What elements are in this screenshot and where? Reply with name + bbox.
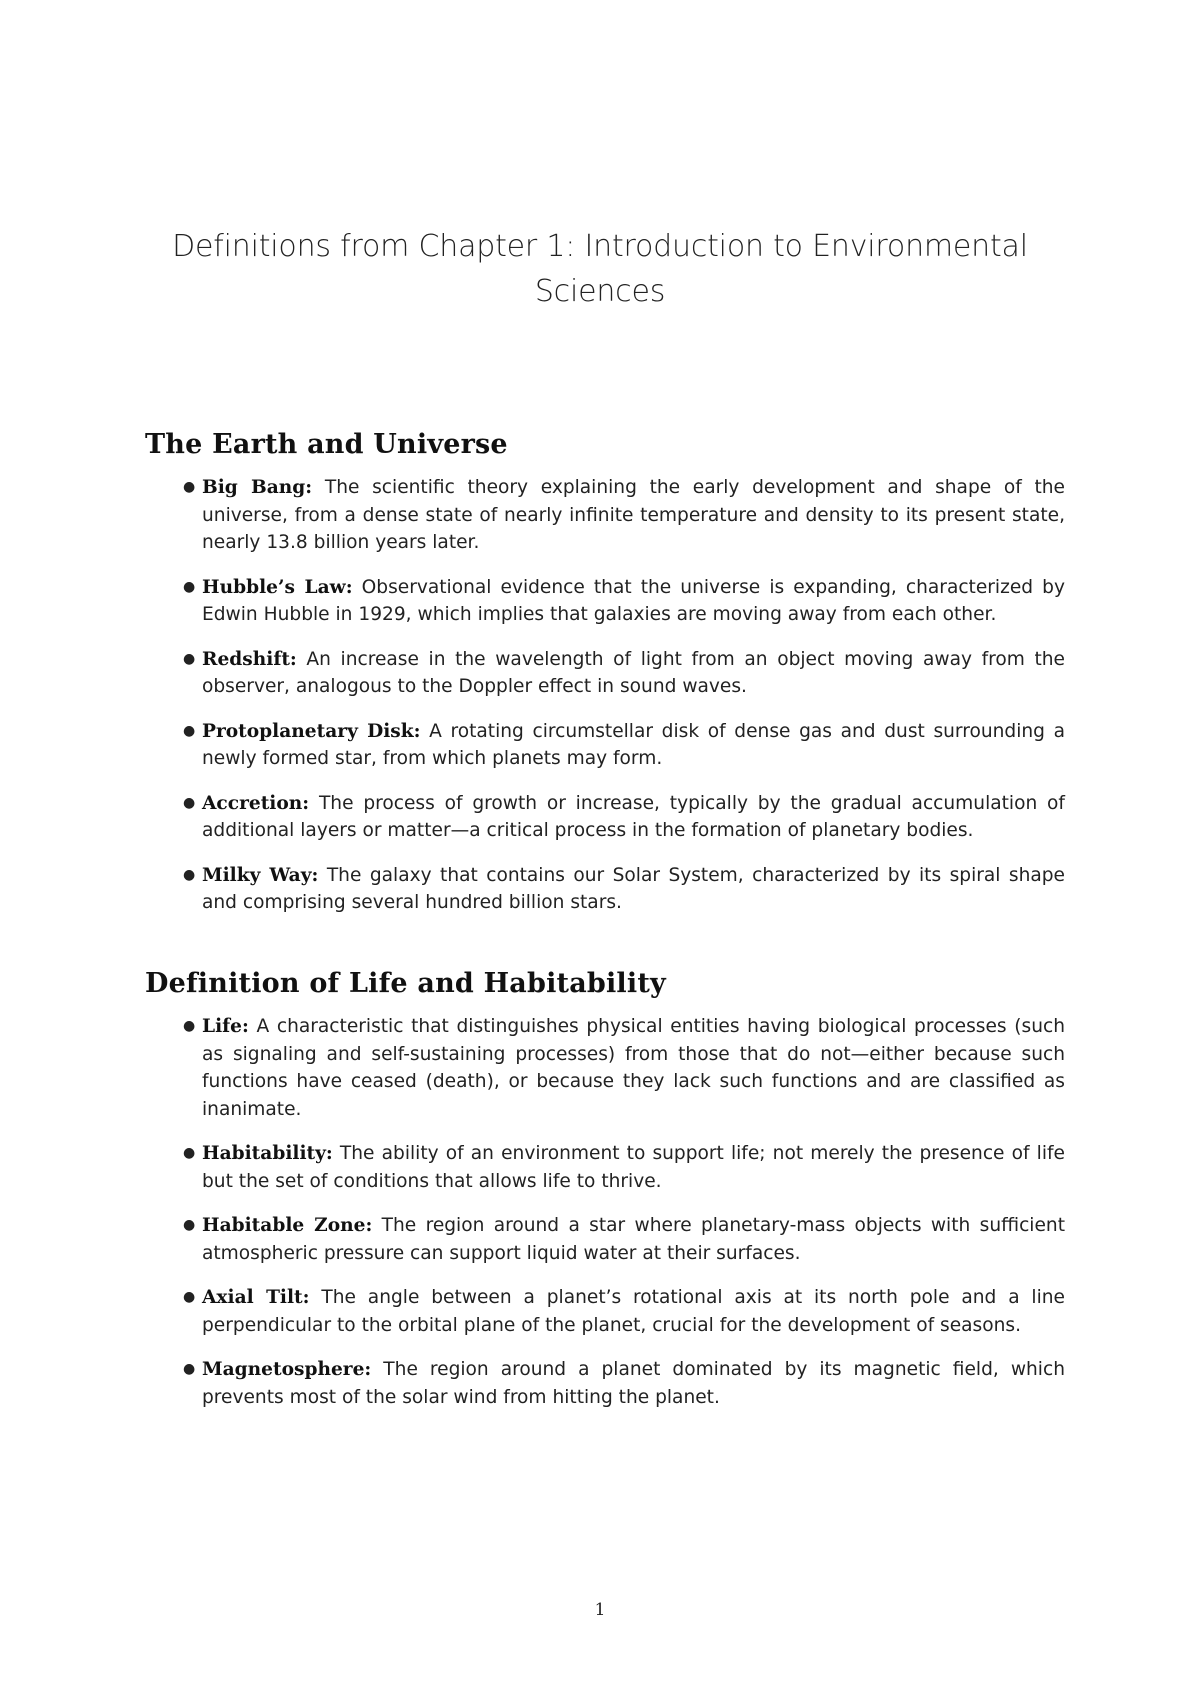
definition-item [145,1284,1065,1339]
bullet-icon: ● [183,1145,196,1161]
definition-item [145,1356,1065,1411]
bullet-icon: ● [183,578,196,595]
bullet-icon: ● [183,1217,196,1233]
definition-term: Milky Way: [202,864,319,886]
section-heading: Definition of Life and Habitability [145,968,666,999]
definition-item [145,646,1065,701]
definition-text: A characteristic that distinguishes physical entities having biological processes (such as signaling and self-sustaining processes) from those that do not—either because such functions have ceased (death), or because they lack such functions and are classified as inanimate. [202,1016,1065,1120]
page-number: 1 [594,1600,606,1620]
definition-term: Life: [202,1016,249,1037]
bullet-icon: ● [183,1018,196,1034]
definition-term: Big Bang: [202,477,313,498]
section-life-and-habitability [145,967,1065,1428]
definition-term: Magnetosphere: [202,1359,372,1380]
definition-item [145,862,1065,917]
definition-item [145,1212,1065,1267]
bullet-icon: ● [183,866,196,883]
definition-text: The region around a planet dominated by its magnetic field, which prevents most of the solar wind from hitting the planet. [202,1359,1065,1408]
bullet-icon: ● [183,1361,196,1377]
definition-text: Observational evidence that the universe is expanding, characterized by Edwin Hubble in 1929, which implies that galaxies are moving away from each other. [202,576,1065,625]
bullet-icon: ● [183,650,196,667]
definition-item [145,474,1065,557]
definition-text: The galaxy that contains our Solar System, characterized by its spiral shape and comprising several hundred billion stars. [202,864,1065,913]
definition-term: Hubble’s Law: [202,576,353,598]
definition-text: The ability of an environment to support life; not merely the presence of life but the set of conditions that allows life to thrive. [202,1143,1065,1192]
definition-term: Habitable Zone: [202,1215,373,1236]
definition-term: Accretion: [202,792,310,814]
definition-text: A rotating circumstellar disk of dense gas and dust surrounding a newly formed star, from which planets may form. [202,720,1066,769]
section-heading: The Earth and Universe [145,429,508,460]
section-earth-and-universe [145,428,1065,934]
definition-item [145,1013,1065,1123]
definition-item [145,790,1065,845]
definition-text: The region around a star where planetary-mass objects with sufficient atmospheric pressure can support liquid water at their surfaces. [202,1215,1065,1264]
bullet-icon: ● [183,722,196,739]
definition-item [145,574,1065,629]
definition-list [145,1013,1065,1411]
definition-text: The angle between a planet’s rotational axis at its north pole and a line perpendicular to the orbital plane of the planet, crucial for the development of seasons. [202,1287,1065,1336]
definition-term: Protoplanetary Disk: [202,720,421,742]
definition-text: The process of growth or increase, typically by the gradual accumulation of additional layers or matter—a critical process in the formation of planetary bodies. [202,792,1065,841]
definition-text: An increase in the wavelength of light from an object moving away from the observer, analogous to the Doppler effect in sound waves. [202,648,1065,697]
document-title: Definitions from Chapter 1: Introduction to Environmental Sciences [172,229,1028,309]
bullet-icon: ● [183,794,196,811]
definition-term: Axial Tilt: [202,1287,310,1308]
definition-term: Habitability: [202,1143,333,1164]
bullet-icon: ● [183,479,196,495]
definition-item [145,1140,1065,1195]
bullet-icon: ● [183,1289,196,1305]
definition-item [145,718,1065,773]
definition-text: The scientific theory explaining the early development and shape of the universe, from a dense state of nearly infinite temperature and density to its present state, nearly 13.8 billion years later. [202,477,1065,553]
definition-list [145,474,1065,917]
definition-term: Redshift: [202,648,297,670]
